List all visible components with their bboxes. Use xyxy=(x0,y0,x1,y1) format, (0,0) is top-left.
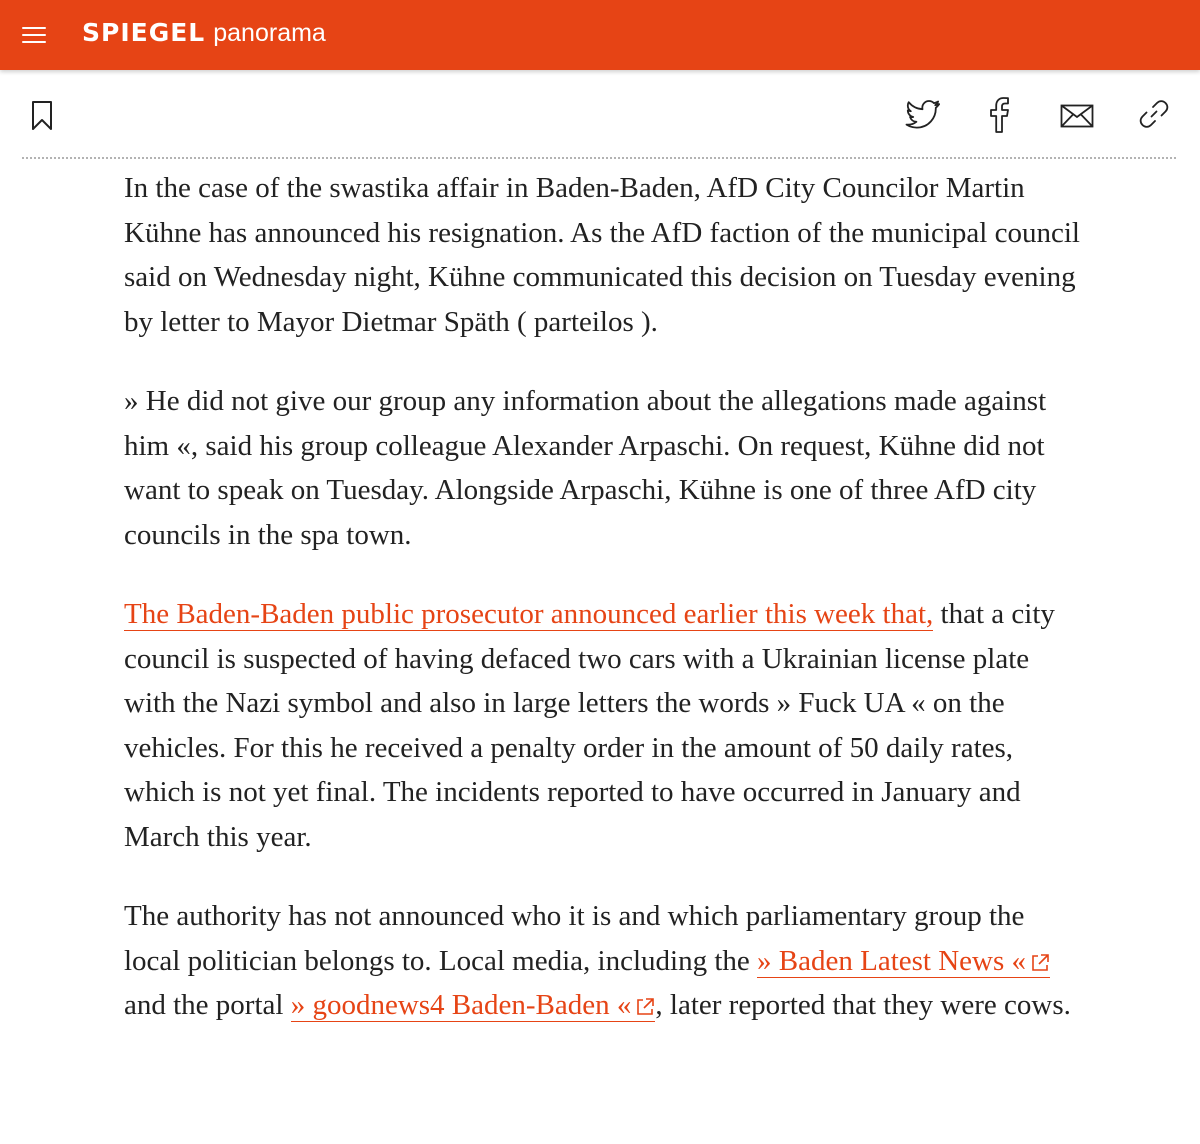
section-name: panorama xyxy=(213,19,326,47)
external-link-icon xyxy=(1030,953,1050,973)
article-body xyxy=(124,166,1084,1063)
divider xyxy=(22,157,1176,159)
brand-logo[interactable] xyxy=(82,18,326,54)
goodnews4-link[interactable] xyxy=(291,989,656,1022)
facebook-icon[interactable] xyxy=(986,96,1012,134)
paragraph-1: In the case of the swastika affair in Baden-Baden, AfD City Councilor Martin Kühne has announced his resignation. As the AfD faction of the municipal council said on Wednesday night, Kühne communicated this decision on Tuesday evening by letter to Mayor Dietmar Späth ( parteilos ). xyxy=(124,172,1080,338)
link-icon[interactable] xyxy=(1138,98,1170,130)
baden-latest-news-link[interactable] xyxy=(757,945,1050,978)
twitter-icon[interactable] xyxy=(905,100,941,130)
paragraph-4-text-c: , later reported that they were cows. xyxy=(655,989,1071,1021)
prosecutor-link[interactable]: The Baden-Baden public prosecutor announced earlier this week that, xyxy=(124,598,934,630)
menu-icon[interactable] xyxy=(20,24,48,46)
goodnews4-label: » goodnews4 Baden-Baden « xyxy=(290,989,632,1021)
mail-icon[interactable] xyxy=(1060,104,1094,128)
paragraph-3 xyxy=(124,592,1084,859)
baden-latest-news-label: » Baden Latest News « xyxy=(757,944,1027,977)
top-bar xyxy=(0,0,1200,70)
bookmark-icon[interactable] xyxy=(30,100,54,132)
paragraph-3-text: that a city council is suspected of having defaced two cars with a Ukrainian license plate with the Nazi symbol and also in large letters the words » Fuck UA « on the vehicles. For this he received a penalty order in the amount of 50 daily rates, which is not yet final. The incidents reported to have occurred in January and March this year. xyxy=(124,598,1055,853)
paragraph-4 xyxy=(124,894,1084,1028)
article-toolbar xyxy=(0,70,1200,158)
external-link-icon xyxy=(635,997,655,1017)
paragraph-2: » He did not give our group any information about the allegations made against him «, said his group colleague Alexander Arpaschi. On request, Kühne did not want to speak on Tuesday. Alongside Arpaschi, Kühne is one of three AfD city councils in the spa town. xyxy=(124,385,1047,551)
paragraph-4-text-a: The authority has not announced who it is and which parliamentary group the local politician belongs to. Local media, including the xyxy=(124,900,1025,977)
brand-name: SPIEGEL xyxy=(82,18,206,47)
paragraph-4-text-b: and the portal xyxy=(124,989,291,1021)
